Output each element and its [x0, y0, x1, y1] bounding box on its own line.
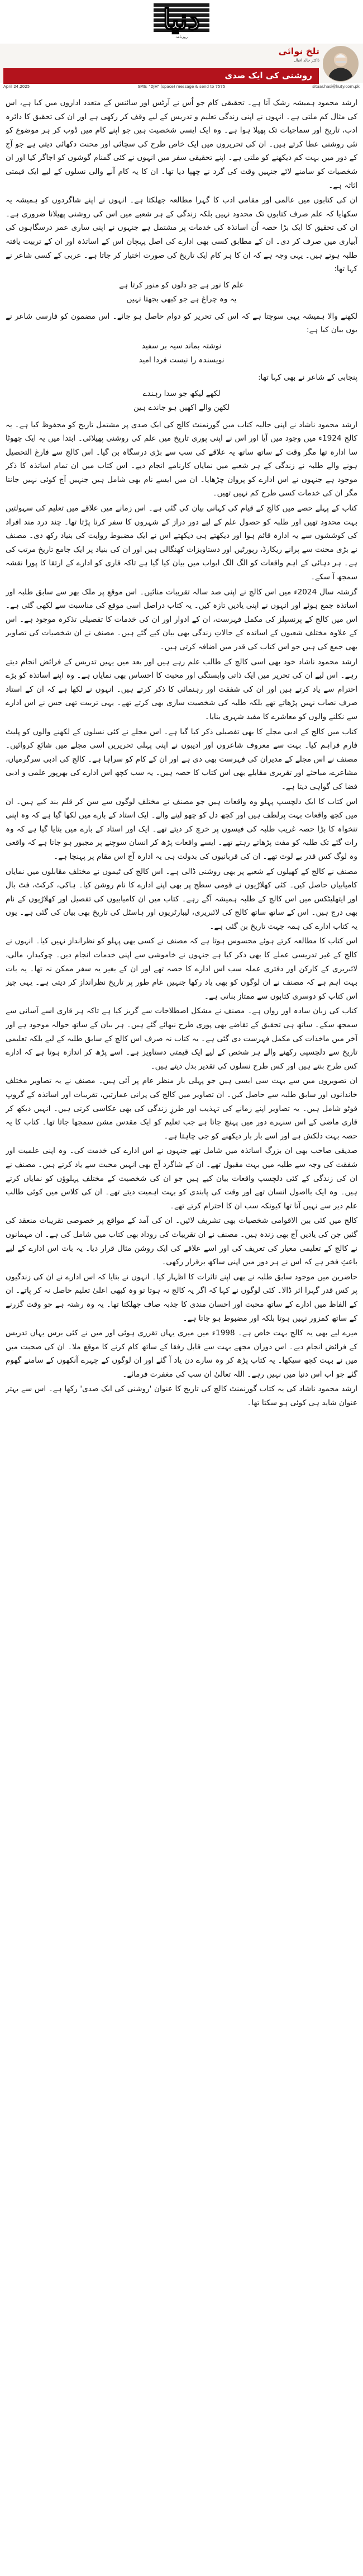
paragraph: ان تصویروں میں سے بہت سی ایسی ہیں جو پہلی بار منظر عام پر آئی ہیں۔ مصنف نے یہ تصاویر مختلف خاندانوں اور سابق طلبہ سے حاصل کیں۔ ان تصاویر میں کالج کی پرانی عمارتیں، تقریبات اور اساتذہ کے گروپ فوٹو شامل ہیں۔ یہ تصاویر اپنے زمانے کی تہذیب اور طرزِ زندگی کی بھی عکاسی کرتی ہیں۔ انہیں دیکھ کر قاری ماضی کے اس سنہرے دور میں پہنچ جاتا ہے جب تعلیم کو ایک مقدس مشن سمجھا جاتا تھا۔ کتاب کا یہ حصہ بہت دلکش ہے اور اسے بار بار دیکھنے کو جی چاہتا ہے۔ [6, 1076, 357, 1141]
paragraph: صدیقی صاحب بھی ان بزرگ اساتذہ میں شامل تھے جنہوں نے اس ادارے کی خدمت کی۔ وہ اپنی علمیت اور شفقت کی وجہ سے طلبہ میں بہت مقبول تھے۔ ان کے شاگرد آج بھی انہیں محبت سے یاد کرتے ہیں۔ مصنف نے ان کی زندگی کے کئی دلچسپ واقعات بیان کیے ہیں جو ان کی شخصیت کے مختلف پہلوؤں کو نمایاں کرتے ہیں۔ وہ ایک بااصول انسان تھے اور وقت کی پابندی کو بہت اہمیت دیتے تھے۔ ان کی کلاس میں کوئی طالب علم دیر سے نہیں آتا تھا کیونکہ سب ان کا احترام کرتے تھے۔ [6, 1146, 357, 1211]
paragraph: کالج میں کئی بین الاقوامی شخصیات بھی تشریف لائیں۔ ان کی آمد کے مواقع پر خصوصی تقریبات منعقد کی گئیں جن کی یادیں آج بھی زندہ ہیں۔ مصنف نے ان تقریبات کی روداد بھی کتاب میں شامل کی ہے۔ ان مہمانوں نے کالج کے تعلیمی معیار کی تعریف کی اور اسے علاقے کی ایک روشن مثال قرار دیا۔ یہ بات اس ادارے کے لیے باعثِ فخر ہے کہ اس نے ہر دور میں اپنی ساکھ برقرار رکھی۔ [6, 1216, 357, 1267]
paragraph: اس کتاب کا ایک دلچسپ پہلو وہ واقعات ہیں جو مصنف نے مختلف لوگوں سے سن کر قلم بند کیے ہیں۔ ان میں کچھ واقعات بہت پرلطف ہیں اور کچھ دل کو چھو لینے والے۔ ایک استاد کے بارے میں لکھا گیا ہے کہ وہ اپنی تنخواہ کا بڑا حصہ غریب طلبہ کی فیسوں پر خرچ کر دیتے تھے۔ ایک اور استاد کے بارے میں بتایا گیا ہے کہ وہ رات گئے تک طلبہ کو مفت پڑھاتے رہتے تھے۔ ایسے واقعات پڑھ کر انسان سوچنے پر مجبور ہو جاتا ہے کہ واقعی وہ لوگ کس قدر بے لوث تھے۔ ان کی قربانیوں کی بدولت ہی یہ ادارہ آج اس مقام پر پہنچا ہے۔ [6, 797, 357, 861]
author-contact: ڈاکٹر خالد اقبال [294, 58, 319, 63]
poem-persian [6, 339, 357, 367]
poem-line: لکھے لیکھ جو سدا رہندے [142, 389, 221, 398]
paragraph: میرے لیے بھی یہ کالج بہت خاص ہے۔ 1998ء میں میری یہاں تقرری ہوئی اور میں نے کئی برس یہاں تدریس کے فرائض انجام دیے۔ اس دوران مجھے بہت سے قابل رفقا کے ساتھ کام کرنے کا موقع ملا۔ ان کی صحبت میں میں نے بہت کچھ سیکھا۔ یہ کتاب پڑھ کر وہ سارے دن یاد آ گئے اور ان لوگوں کے چہرے آنکھوں کے سامنے گھوم گئے جو اب اس دنیا میں نہیں رہے۔ اللہ تعالیٰ ان سب کی مغفرت فرمائے۔ [6, 1329, 357, 1379]
poem-punjabi [6, 387, 357, 415]
author-portrait-icon [323, 46, 358, 81]
paragraph: کتاب میں کالج کے ادبی مجلے کا بھی تفصیلی ذکر کیا گیا ہے۔ اس مجلے نے کئی نسلوں کے لکھنے والوں کو پلیٹ فارم فراہم کیا۔ بہت سے معروف شاعروں اور ادیبوں نے اپنی پہلی تحریریں اسی مجلے میں شائع کروائیں۔ مصنف نے اس مجلے کے مدیران کی فہرست بھی دی ہے اور ان کے کام کو سراہا ہے۔ کالج کی ادبی سرگرمیاں، مشاعرے، مباحثے اور تقریری مقابلے بھی اس کتاب کا حصہ ہیں۔ یہ سب کچھ اس ادارے کی بھرپور علمی و ادبی فضا کی گواہی دیتا ہے۔ [6, 727, 357, 791]
paragraph: ارشد محمود ناشاد خود بھی اسی کالج کے طالب علم رہے ہیں اور بعد میں یہیں تدریس کے فرائض انجام دیتے رہے۔ اس لیے ان کی تحریر میں ایک ذاتی وابستگی اور محبت کا احساس بھی نمایاں ہے۔ وہ اپنے اساتذہ کو بڑے احترام سے یاد کرتے ہیں اور ان کی شفقت اور رہنمائی کا ذکر کرتے ہیں۔ انہوں نے لکھا ہے کہ ان کے استاد صرف نصاب نہیں پڑھاتے تھے بلکہ طلبہ کی شخصیت سازی بھی کرتے تھے۔ یہی تربیت تھی جس نے اس ادارے سے نکلنے والوں کو معاشرے کا مفید شہری بنایا۔ [6, 657, 357, 721]
author-name: تلخ نوائی [278, 46, 319, 56]
newspaper-logo-sub: روزنامہ [175, 35, 188, 39]
poem-line: نوشتہ بماند سیہ بر سفید [141, 341, 222, 351]
paragraph: کتاب کی زبان سادہ اور رواں ہے۔ مصنف نے مشکل اصطلاحات سے گریز کیا ہے تاکہ ہر قاری اسے آسانی سے سمجھ سکے۔ ساتھ ہی تحقیق کے تقاضے بھی پوری طرح نبھائے گئے ہیں۔ ہر بیان کے ساتھ حوالہ موجود ہے اور آخر میں ماخذات کی مکمل فہرست دی گئی ہے۔ یہ کتاب نہ صرف اس کالج کے سابق طلبہ کے لیے بلکہ تعلیمی تاریخ سے دلچسپی رکھنے والے ہر شخص کے لیے ایک قیمتی دستاویز ہے۔ اسے پڑھ کر اندازہ ہوتا ہے کہ ادارے کس طرح بنتے ہیں اور کس طرح نسلوں کی تقدیر بدل دیتے ہیں۔ [6, 1006, 357, 1071]
sms-info: SMS: "DJH" (space) message & send to 7575 [137, 84, 226, 89]
poem-line: یہ وہ چراغ ہے جو کبھی بجھتا نہیں [126, 294, 237, 304]
publish-date: April 24,2025 [3, 84, 30, 89]
paragraph: ارشد محمود ناشاد کی یہ کتاب گورنمنٹ کالج کی تاریخ کا عنوان 'روشنی کی ایک صدی' رکھا ہے۔ اس سے بہتر عنوان شاید ہی کوئی ہو سکتا تھا۔ [6, 1384, 357, 1408]
poem-line: نویسندہ را نیست فردا امید [138, 355, 225, 365]
author-email: sitaar.hasi@kuty.com.pk [312, 84, 360, 89]
paragraph: اس کتاب کا مطالعہ کرتے ہوئے محسوس ہوتا ہے کہ مصنف نے کسی بھی پہلو کو نظرانداز نہیں کیا۔ انہوں نے کالج کے غیر تدریسی عملے کا بھی ذکر کیا ہے جنہوں نے خاموشی سے اپنی خدمات انجام دیں۔ چوکیدار، مالی، لائبریری کے کارکن اور دفتری عملہ سب اس ادارے کا حصہ تھے اور ان کے بغیر یہ سفر ممکن نہ تھا۔ یہ بات بہت اہم ہے کہ مصنف نے ان لوگوں کو بھی یاد رکھا جنہیں عام طور پر تاریخ نظرانداز کر دیتی ہے۔ یہی چیز اس کتاب کو دوسری کتابوں سے ممتاز بناتی ہے۔ [6, 937, 357, 1001]
paragraph: کتاب کے پہلے حصے میں کالج کے قیام کی کہانی بیان کی گئی ہے۔ اس زمانے میں علاقے میں تعلیم کی سہولتیں بہت محدود تھیں اور طلبہ کو حصول علم کے لیے دور دراز کے شہروں کا سفر کرنا پڑتا تھا۔ چند درد مند افراد کی کوششوں سے یہ ادارہ قائم ہوا اور دیکھتے ہی دیکھتے اس نے ایک مضبوط روایت کی بنیاد رکھ دی۔ مصنف نے بڑی محنت سے پرانے ریکارڈ، رپورٹیں اور دستاویزات کھنگالی ہیں اور ان کی بنیاد پر ایک جامع تاریخ مرتب کی ہے۔ ہر دہائی کے اہم واقعات کو الگ الگ ابواب میں بیان کیا گیا ہے تاکہ قاری کو ادارے کے ارتقا کا پورا نقشہ سمجھ آ سکے۔ [6, 504, 357, 582]
paragraph: ارشد محمود ہمیشہ رشک آتا ہے۔ تحقیقی کام جو اُس نے آرٹس اور سائنس کے متعدد اداروں میں کیا ہے، اس کی مثال کم ملتی ہے۔ انہوں نے اپنی زندگی تعلیم و تدریس کے لیے وقف کر رکھی ہے اور ان کی تحقیق کا دائرہ ادب، تاریخ اور سماجیات تک پھیلا ہوا ہے۔ وہ ایک ایسی شخصیت ہیں جو اپنے کام میں ڈوب کر ہر موضوع کو نئی روشنی عطا کرتے ہیں۔ ان کی تحریروں میں ایک خاص طرح کی سچائی اور محنت دکھائی دیتی ہے جو آج کے دور میں بہت کم دیکھنے کو ملتی ہے۔ اپنے تحقیقی سفر میں انہوں نے کئی گمنام گوشوں کو اجاگر کیا اور ان شخصیات کو سامنے لائے جنہیں وقت کی گرد نے چھپا دیا تھا۔ ان کا یہ کام آنے والی نسلوں کے لیے ایک قیمتی اثاثہ ہے۔ [6, 98, 357, 190]
paragraph: گزشتہ سال 2024ء میں اس کالج نے اپنی صد سالہ تقریبات منائیں۔ اس موقع پر ملک بھر سے سابق طلبہ اور اساتذہ جمع ہوئے اور انہوں نے اپنی یادیں تازہ کیں۔ یہ کتاب دراصل اسی موقع کی مناسبت سے لکھی گئی ہے۔ اس میں کالج کے پرنسپلز کی مکمل فہرست، ان کے ادوار اور ان کی خدمات کا تفصیلی تذکرہ موجود ہے۔ اس کے علاوہ مختلف شعبوں کے اساتذہ کے حالاتِ زندگی بھی بیان کیے گئے ہیں۔ مصنف نے ان شخصیات کی تصاویر بھی جمع کی ہیں جو اس کتاب کی قدر میں اضافہ کرتی ہیں۔ [6, 587, 357, 651]
masthead [0, 0, 363, 40]
title-bar [3, 68, 319, 84]
poem-line: علم کا نور ہے جو دلوں کو منور کرتا ہے [119, 280, 244, 290]
column-title: روشنی کی ایک صدی [225, 70, 312, 81]
paragraph: پنجابی کے شاعر نے بھی کہا تھا: [258, 372, 357, 382]
paragraph: حاضرین میں موجود سابق طلبہ نے بھی اپنے تاثرات کا اظہار کیا۔ انہوں نے بتایا کہ اس ادارے نے ان کی زندگیوں پر کس قدر گہرا اثر ڈالا۔ کئی لوگوں نے کہا کہ اگر یہ کالج نہ ہوتا تو وہ کبھی اعلیٰ تعلیم حاصل نہ کر پاتے۔ ان کے الفاظ میں ادارے کے ساتھ محبت اور احسان مندی کا جذبہ صاف جھلکتا تھا۔ یہ وہ رشتہ ہے جو وقت گزرنے کے ساتھ کمزور نہیں ہوتا بلکہ اور مضبوط ہو جاتا ہے۔ [6, 1272, 357, 1323]
newspaper-logo: دنیا [163, 3, 200, 36]
paragraph: لکھنے والا ہمیشہ یہی سوچتا ہے کہ اس کی تحریر کو دوام حاصل ہو جائے۔ اس مضمون کو فارسی شاعر نے یوں بیان کیا ہے: [6, 311, 357, 335]
poem-arabic [6, 278, 357, 306]
paragraph: ارشد محمود ناشاد نے اپنی حالیہ کتاب میں گورنمنٹ کالج کی ایک صدی پر مشتمل تاریخ کو محفوظ کیا ہے۔ یہ کالج 1924ء میں وجود میں آیا اور اس نے اپنی پوری تاریخ میں علم کی روشنی پھیلائی۔ ابتدا میں یہ ایک چھوٹا سا ادارہ تھا مگر وقت کے ساتھ ساتھ یہ علاقے کی سب سے بڑی درسگاہ بن گیا۔ اس کالج سے فارغ التحصیل ہونے والے طلبہ نے زندگی کے ہر شعبے میں نمایاں کارنامے انجام دیے۔ اس کتاب میں ان تمام اساتذہ کا ذکر موجود ہے جنہوں نے اس ادارے کو پروان چڑھایا۔ ان میں ایسے نام بھی شامل ہیں جنہیں آج کوئی نہیں جانتا مگر ان کی خدمات کسی طرح کم نہیں تھیں۔ [6, 420, 357, 498]
author-photo [323, 46, 359, 82]
paragraph: مصنف نے کالج کے کھیلوں کے شعبے پر بھی روشنی ڈالی ہے۔ اس کالج کی ٹیموں نے مختلف مقابلوں میں نمایاں کامیابیاں حاصل کیں۔ کئی کھلاڑیوں نے قومی سطح پر بھی اپنے ادارے کا نام روشن کیا۔ ہاکی، کرکٹ، فٹ بال اور ایتھلیٹکس میں اس کالج کے طلبہ ہمیشہ آگے رہے۔ کتاب میں ان کامیابیوں کی تفصیل اور کھلاڑیوں کے نام بھی درج ہیں۔ اس کے ساتھ ساتھ کالج کی لائبریری، لیبارٹریوں اور ہاسٹل کی تاریخ بھی بیان کی گئی ہے۔ یوں یہ کتاب ادارے کی ہمہ جہت تاریخ بن گئی ہے۔ [6, 867, 357, 931]
article-body [6, 96, 357, 2570]
poem-line: لکھن والے اکھیں ہو جاندے ہین [133, 403, 230, 412]
paragraph: ان کی کتابوں میں عالمی اور مقامی ادب کا گہرا مطالعہ جھلکتا ہے۔ انہوں نے اپنے شاگردوں کو ہمیشہ یہ سکھایا کہ علم صرف کتابوں تک محدود نہیں بلکہ زندگی کے ہر شعبے میں اس کی روشنی پھیلانا ضروری ہے۔ ان کی تحقیق کا ایک بڑا حصہ اُن اساتذہ کی خدمات پر مشتمل ہے جنہوں نے اپنی ساری عمر درسگاہوں کی آبیاری میں صرف کر دی۔ ان کے مطابق کسی بھی ادارے کی اصل پہچان اس کے اساتذہ اور ان کے تربیت یافتہ طلبہ ہوتے ہیں۔ یہی وجہ ہے کہ ان کا ہر کام ایک تاریخ کی صورت اختیار کر جاتا ہے۔ عربی کے کسی شاعر نے کہا تھا: [6, 196, 357, 274]
meta-row [3, 84, 360, 91]
